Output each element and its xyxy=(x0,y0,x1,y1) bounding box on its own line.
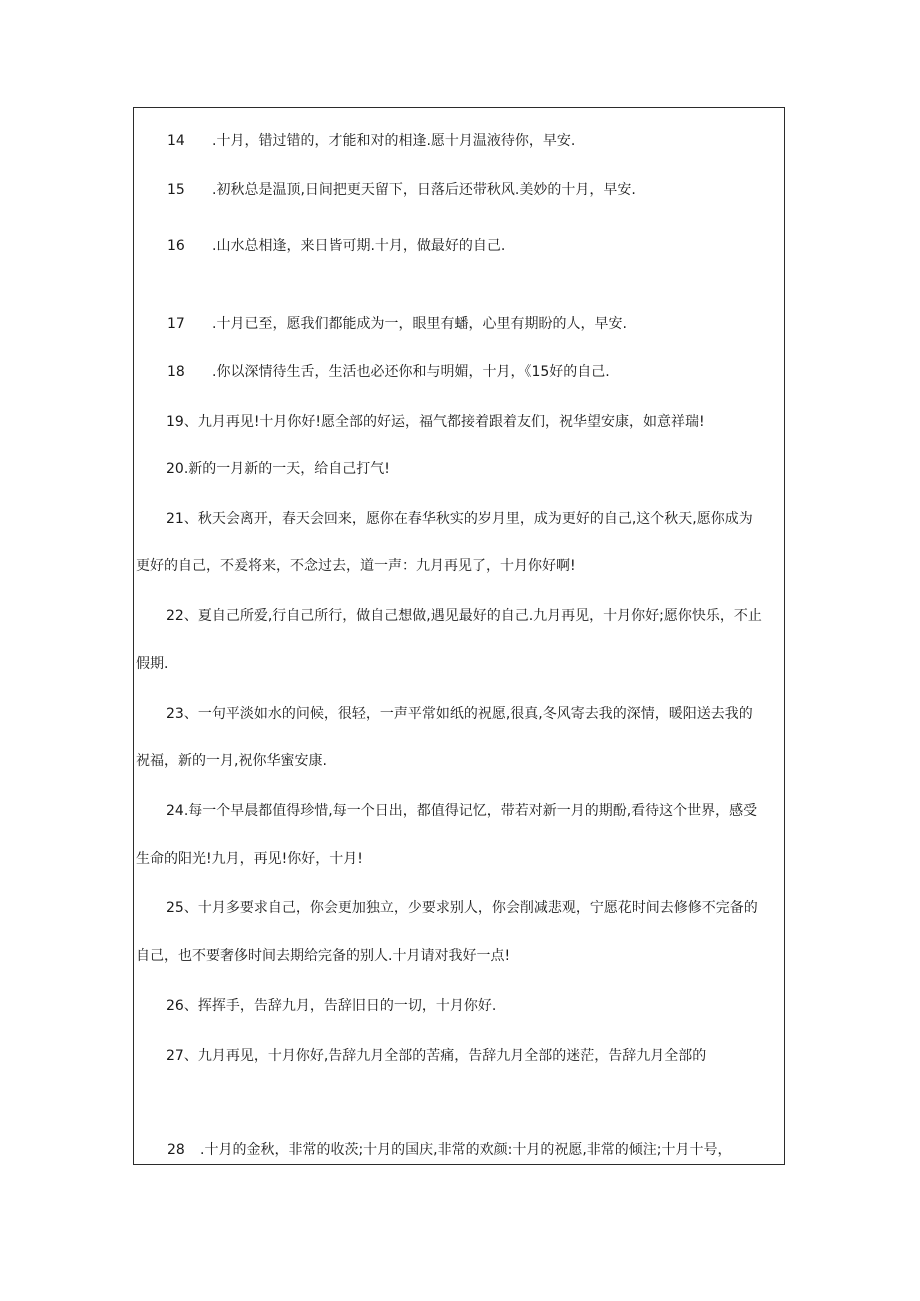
item-number: 28 xyxy=(167,1142,185,1158)
item-number: 16 xyxy=(167,238,185,254)
paragraph-line: 21、秋天会离开，春天会回来，愿你在春华秋实的岁月里，成为更好的自己,这个秋天,愿你成为 xyxy=(166,511,753,527)
paragraph-line: 祝福，新的一月,祝你华蜜安康. xyxy=(136,753,327,769)
item-number: 18 xyxy=(167,364,185,380)
item-text: .山水总相逢，来日皆可期.十月，做最好的自己. xyxy=(212,238,506,254)
item-text: .十月，错过错的，才能和对的相逢.愿十月温液待你，早安. xyxy=(212,133,576,149)
paragraph-line: 22、夏自己所爱,行自己所行，做自己想做,遇见最好的自己.九月再见，十月你好;愿你快乐，不止 xyxy=(166,608,762,624)
item-number: 15 xyxy=(167,182,185,198)
paragraph-line: 假期. xyxy=(136,656,169,672)
item-text: .十月的金秋，非常的收茨;十月的国庆,非常的欢颜:十月的祝愿,非常的倾注;十月十号， xyxy=(200,1142,732,1158)
paragraph-line: 生命的阳光!九月，再见!你好，十月! xyxy=(136,851,363,867)
item-text: .十月已至，愿我们都能成为一，眼里有蟠，心里有期盼的人，早安. xyxy=(212,316,627,332)
paragraph-line: 19、九月再见!十月你好!愿全部的好运，福气都接着跟着友们，祝华望安康，如意祥瑞! xyxy=(166,414,705,430)
item-number: 14 xyxy=(167,133,185,149)
paragraph-line: 27、九月再见，十月你好,告辞九月全部的苦痛，告辞九月全部的迷茫，告辞九月全部的 xyxy=(166,1048,707,1064)
paragraph-line: 23、一句平淡如水的问候，很轻，一声平常如纸的祝愿,很真,冬风寄去我的深情，暖阳送去我的 xyxy=(166,706,753,722)
item-text: .你以深情待生舌，生活也必还你和与明媚，十月，《15好的自己. xyxy=(212,364,610,380)
paragraph-line: 24.每一个早晨都值得珍惜,每一个日出，都值得记忆，带若对新一月的期酚,看待这个世界，感受 xyxy=(166,803,758,819)
paragraph-line: 26、挥挥手，告辞九月，告辞旧日的一切，十月你好. xyxy=(166,998,497,1014)
paragraph-line: 自己，也不要奢侈时间去期给完备的别人.十月请对我好一点! xyxy=(136,948,511,964)
paragraph-line: 20.新的一月新的一天，给自己打气! xyxy=(166,461,390,477)
item-text: .初秋总是温顶,日间把更天留下，日落后还带秋风.美妙的十月，早安. xyxy=(212,182,636,198)
paragraph-line: 更好的自己，不爰将来，不念过去，道一声：九月再见了，十月你好啊! xyxy=(136,558,576,574)
paragraph-line: 25、十月多要求自己，你会更加独立，少要求别人，你会削减悲观，宁愿花时间去修修不完备的 xyxy=(166,900,758,916)
item-number: 17 xyxy=(167,316,185,332)
